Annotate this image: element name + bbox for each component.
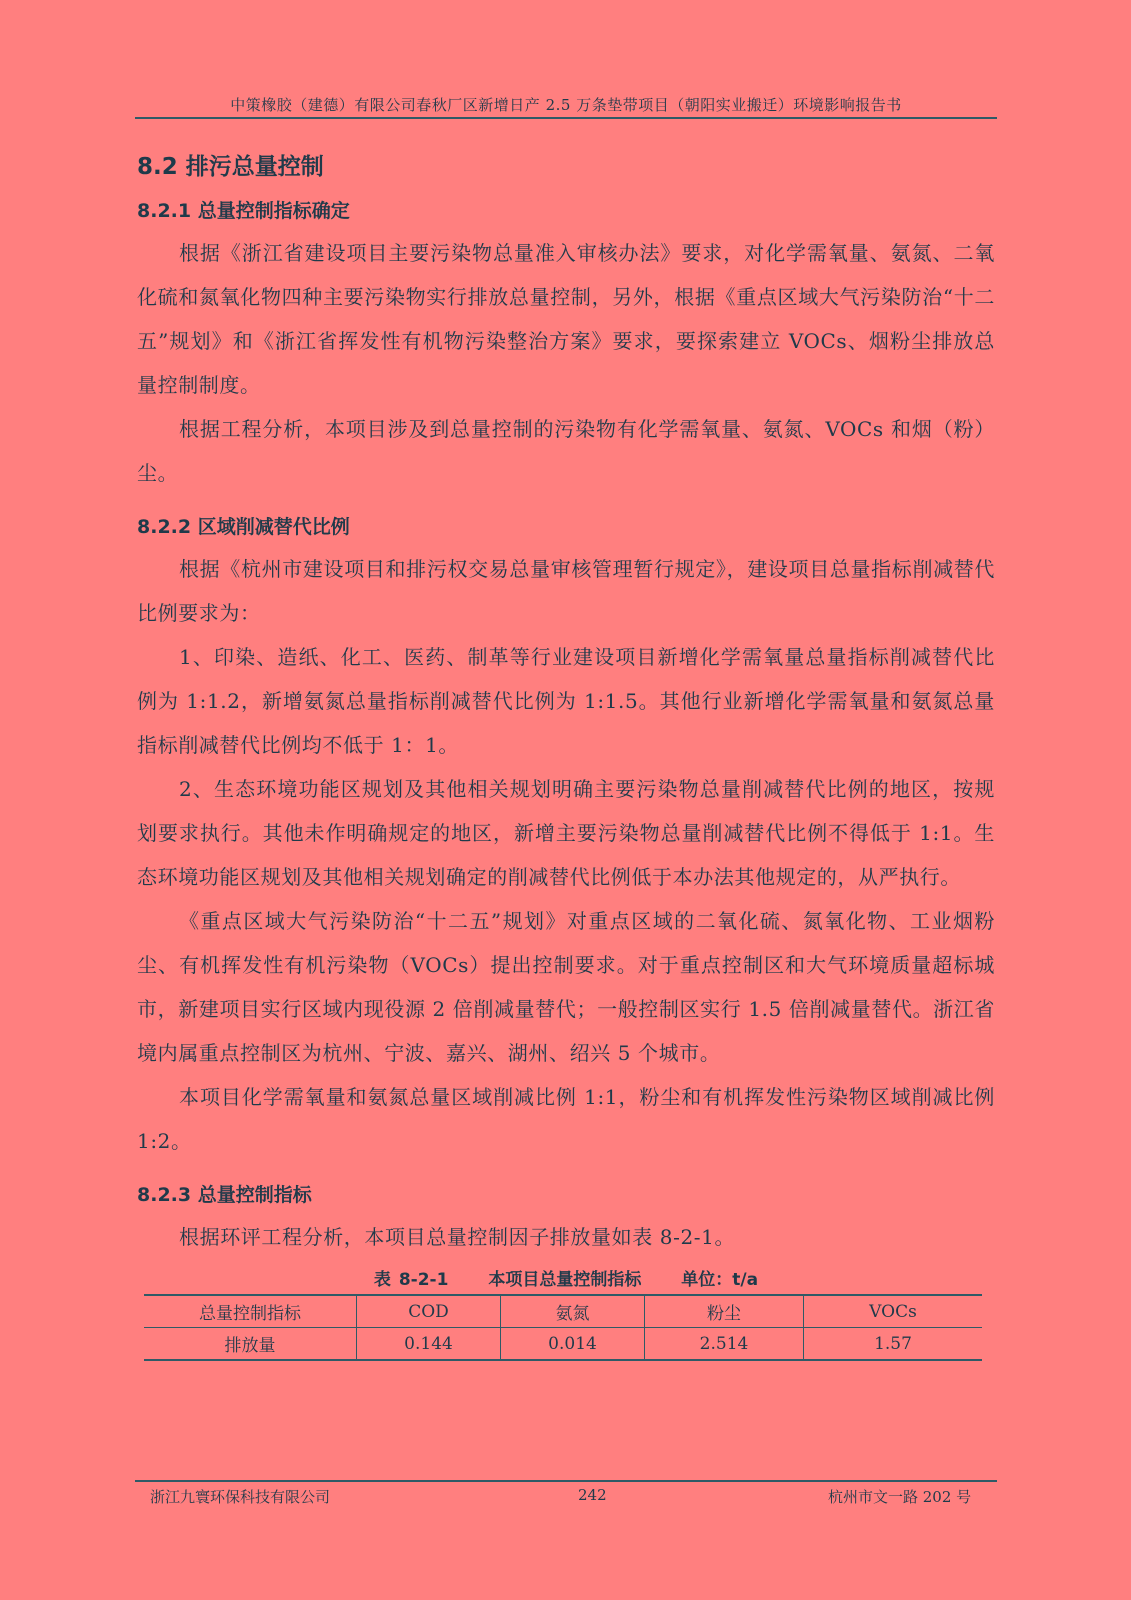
running-header: 中策橡胶（建德）有限公司春秋厂区新增日产 2.5 万条垫带项目（朝阳实业搬迁）环境影响报告书 bbox=[230, 96, 902, 114]
paragraph: 根据《浙江省建设项目主要污染物总量准入审核办法》要求，对化学需氧量、氨氮、二氧化硫和氮氧化物四种主要污染物实行排放总量控制，另外，根据《重点区域大气污染防治“十二五”规划》和《浙江省挥发性有机物污染整治方案》要求，要探索建立 VOCs、烟粉尘排放总量控制制度。 bbox=[137, 241, 995, 397]
table-cell: 1.57 bbox=[804, 1328, 983, 1361]
footer-address: 杭州市文一路 202 号 bbox=[828, 1488, 972, 1506]
emission-table bbox=[144, 1294, 982, 1361]
paragraph: 《重点区域大气污染防治“十二五”规划》对重点区域的二氧化硫、氮氧化物、工业烟粉尘、有机挥发性有机污染物（VOCs）提出控制要求。对于重点控制区和大气环境质量超标城市，新建项目实行区域内现役源 2 倍削减量替代；一般控制区实行 1.5 倍削减量替代。浙江省境内属重点控制区为杭州、宁波、嘉兴、湖州、绍兴 5 个城市。 bbox=[137, 909, 995, 1065]
subsection-title-2: 8.2.2 区域削减替代比例 bbox=[137, 516, 350, 538]
table-unit: 单位：t/a bbox=[681, 1270, 759, 1290]
table-cell: 排放量 bbox=[144, 1328, 357, 1361]
section-title: 8.2 排污总量控制 bbox=[137, 154, 324, 180]
table-header-cell: COD bbox=[357, 1295, 501, 1328]
table-row bbox=[144, 1328, 982, 1361]
footer-rule bbox=[135, 1480, 997, 1482]
table-header-row bbox=[144, 1295, 982, 1328]
table-cell: 0.144 bbox=[357, 1328, 501, 1361]
table-header-cell: 粉尘 bbox=[645, 1295, 804, 1328]
table-header-cell: 总量控制指标 bbox=[144, 1295, 357, 1328]
header-rule bbox=[135, 117, 997, 119]
footer-company: 浙江九寰环保科技有限公司 bbox=[150, 1488, 331, 1506]
paragraph: 2、生态环境功能区规划及其他相关规划明确主要污染物总量削减替代比例的地区，按规划要求执行。其他未作明确规定的地区，新增主要污染物总量削减替代比例不得低于 1:1。生态环境功能区规划及其他相关规划确定的削减替代比例低于本办法其他规定的，从严执行。 bbox=[137, 777, 995, 889]
page-number: 242 bbox=[578, 1486, 607, 1504]
paragraph: 1、印染、造纸、化工、医药、制革等行业建设项目新增化学需氧量总量指标削减替代比例为 1:1.2，新增氨氮总量指标削减替代比例为 1:1.5。其他行业新增化学需氧量和氨氮总量指标削减替代比例均不低于 1：1。 bbox=[137, 645, 995, 757]
paragraph: 根据工程分析，本项目涉及到总量控制的污染物有化学需氧量、氨氮、VOCs 和烟（粉）尘。 bbox=[137, 417, 995, 485]
table-header-cell: VOCs bbox=[804, 1295, 983, 1328]
paragraph: 根据环评工程分析，本项目总量控制因子排放量如表 8-2-1。 bbox=[179, 1225, 736, 1249]
paragraph: 根据《杭州市建设项目和排污权交易总量审核管理暂行规定》，建设项目总量指标削减替代比例要求为： bbox=[137, 557, 995, 625]
subsection-title-1: 8.2.1 总量控制指标确定 bbox=[137, 200, 350, 222]
paragraph: 本项目化学需氧量和氨氮总量区域削减比例 1:1，粉尘和有机挥发性污染物区域削减比例 1:2。 bbox=[137, 1085, 995, 1153]
table-header-cell: 氨氮 bbox=[501, 1295, 645, 1328]
table-caption bbox=[137, 1265, 995, 1290]
table-number: 表 8-2-1 bbox=[373, 1270, 449, 1290]
table-title: 本项目总量控制指标 bbox=[488, 1270, 642, 1290]
table-cell: 0.014 bbox=[501, 1328, 645, 1361]
table-cell: 2.514 bbox=[645, 1328, 804, 1361]
subsection-title-3: 8.2.3 总量控制指标 bbox=[137, 1184, 312, 1206]
page-body bbox=[137, 140, 995, 1361]
